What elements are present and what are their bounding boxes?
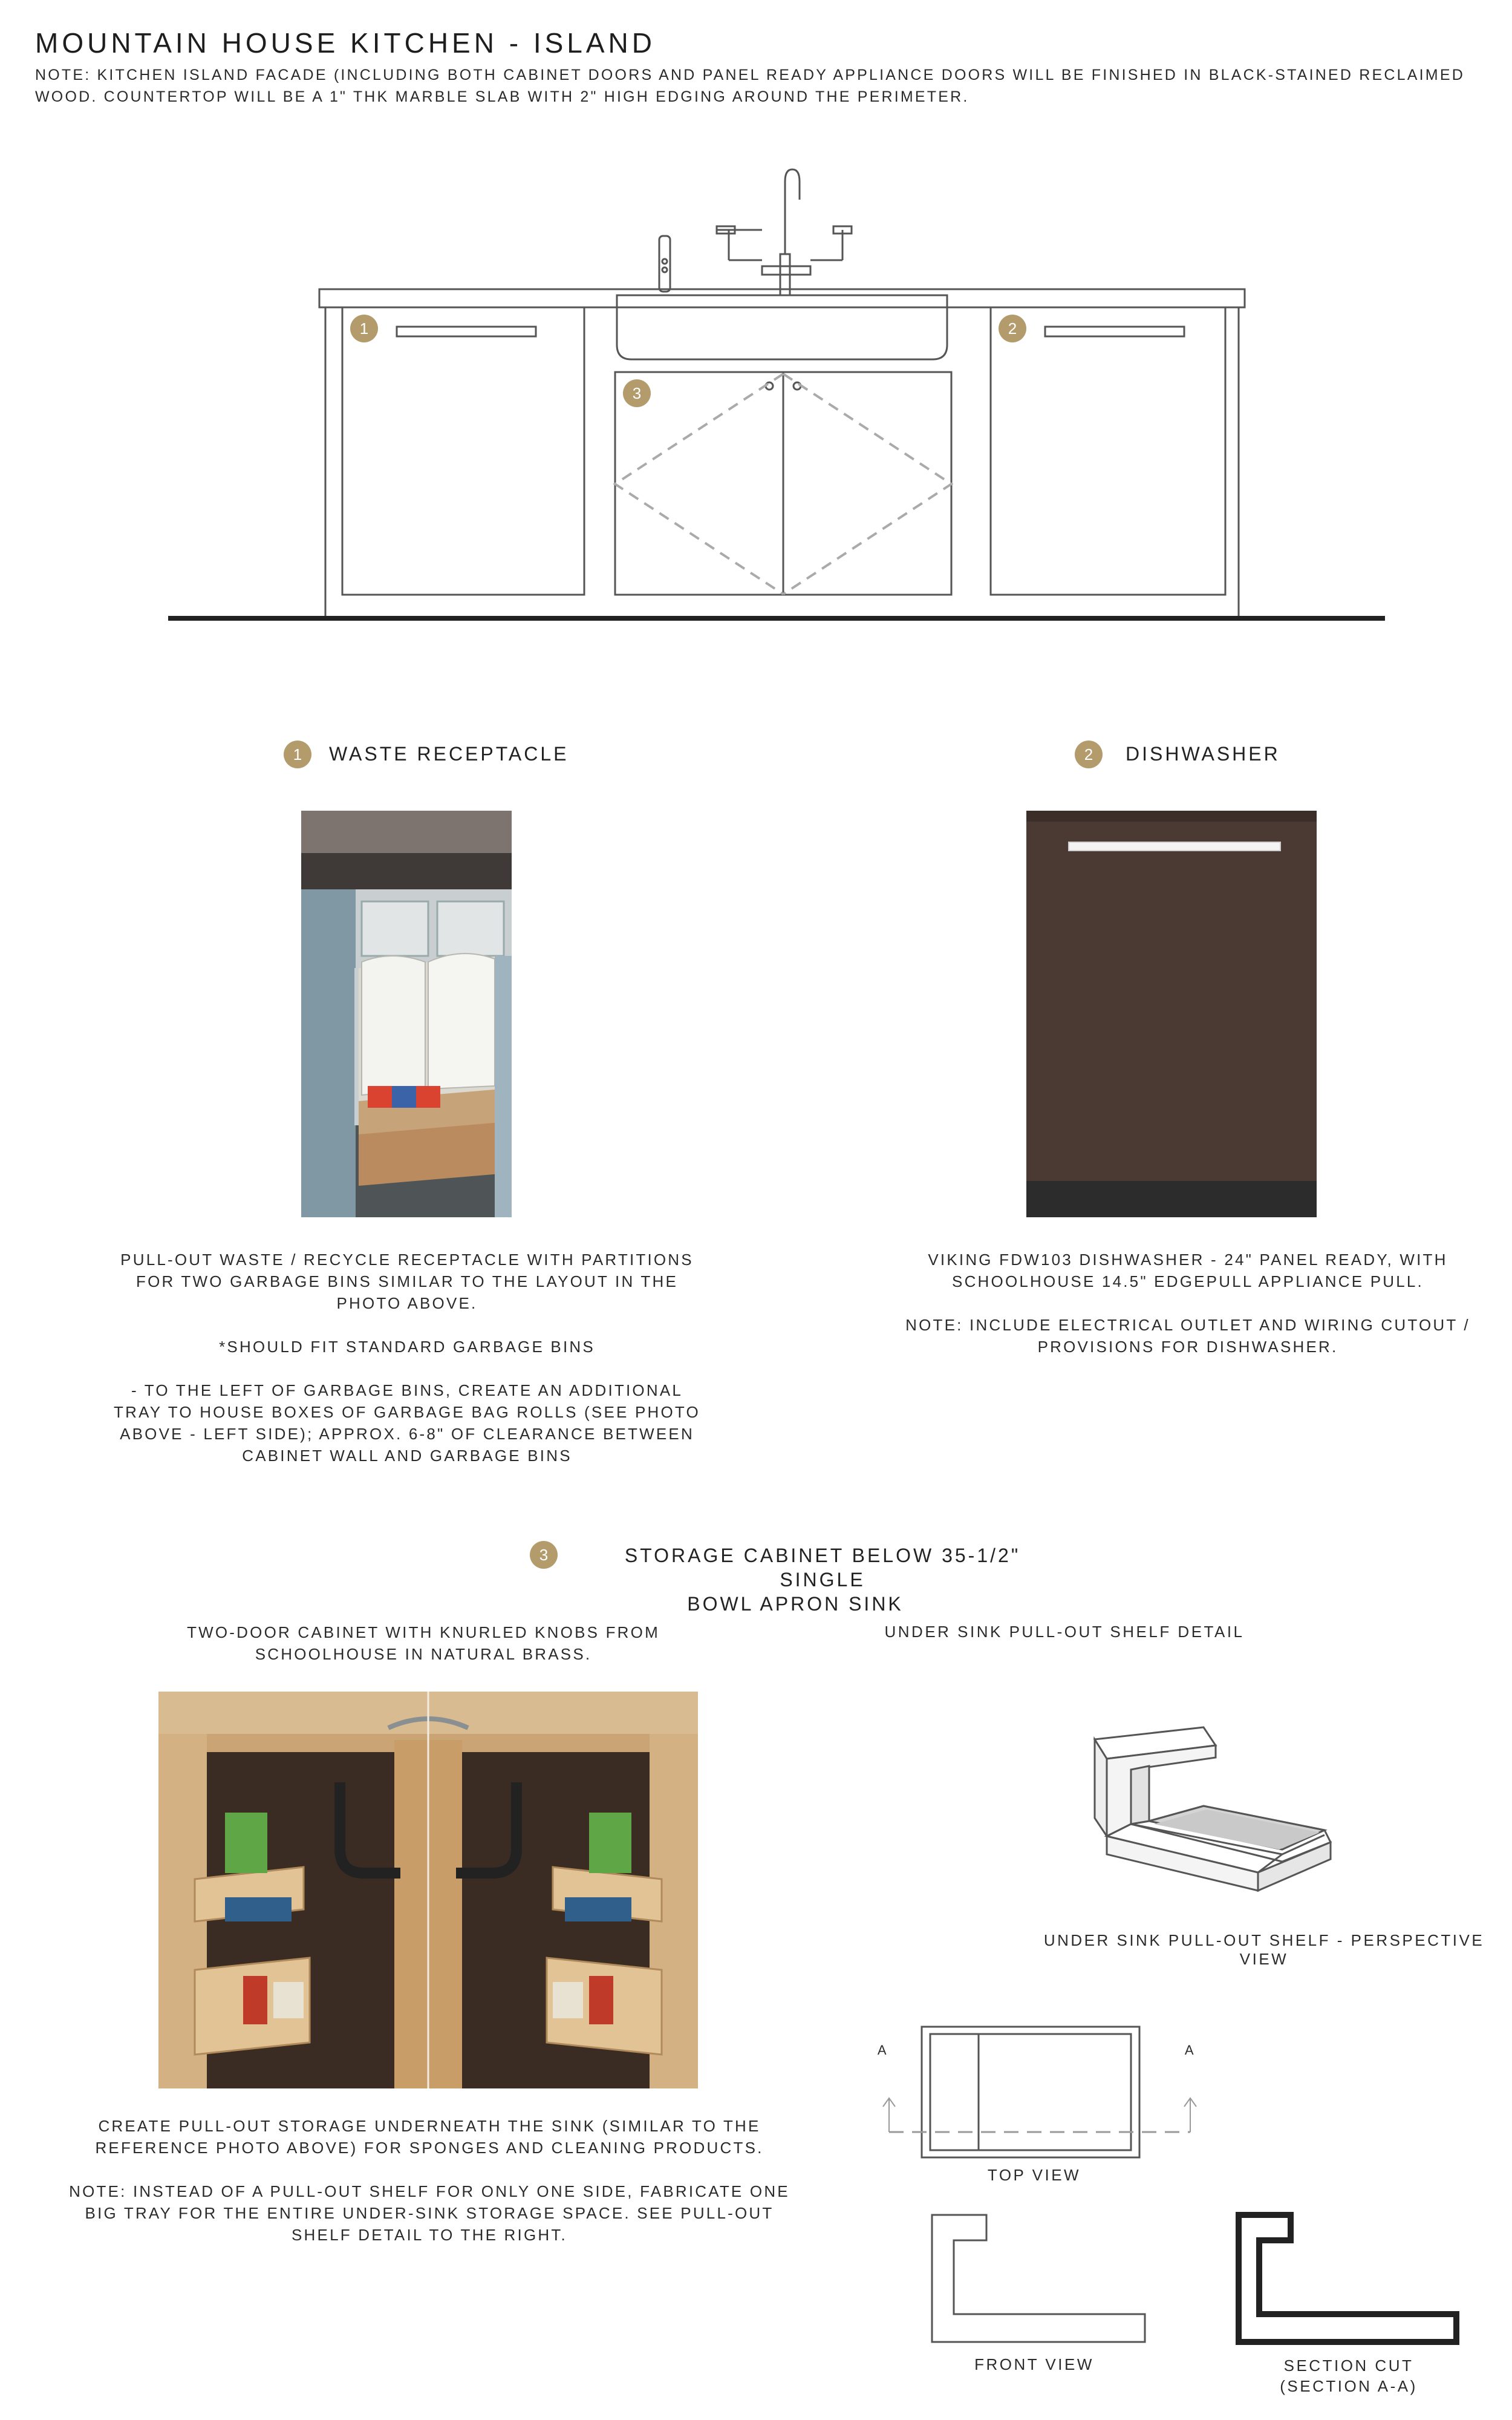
section-mark-right: A <box>1184 2042 1196 2058</box>
shelf-perspective-drawing <box>1083 1721 1349 1939</box>
storage-heading <box>581 1543 1064 1616</box>
sink-door-right <box>783 372 951 595</box>
dishwasher-paragraph-1: VIKING FDW103 DISHWASHER - 24" PANEL READY, WITH SCHOOLHOUSE 14.5" EDGEPULL APPLIANCE PULL. <box>928 1251 1448 1290</box>
dishwasher-description <box>891 1249 1484 1358</box>
shelf-perspective-caption: UNDER SINK PULL-OUT SHELF - PERSPECTIVE VIEW <box>1043 1931 1485 1968</box>
shelf-front-view-drawing <box>928 2211 1152 2356</box>
cabinet-body <box>325 307 1239 617</box>
waste-section-badge: 1 <box>284 741 311 768</box>
page-title: MOUNTAIN HOUSE KITCHEN - ISLAND <box>35 27 656 59</box>
dishwasher-panel <box>991 307 1225 595</box>
island-elevation-drawing <box>157 163 1415 659</box>
waste-paragraph-1: PULL-OUT WASTE / RECYCLE RECEPTACLE WITH PARTITIONS FOR TWO GARBAGE BINS SIMILAR TO THE LAYOUT IN THE PHOTO ABOVE. <box>120 1251 694 1312</box>
waste-receptacle-panel <box>342 307 584 595</box>
callout-badge-3: 3 <box>623 379 651 407</box>
dishwasher-photo <box>1026 811 1383 1217</box>
finish-note: NOTE: KITCHEN ISLAND FACADE (INCLUDING BOTH CABINET DOORS AND PANEL READY APPLIANCE DOORS WILL BE FINISHED IN BLACK-STAINED RECLAIMED WOOD. COUNTERTOP WILL BE A 1" THK MARBLE SLAB WITH 2" HIGH EDGING AROUND THE PERIMETER. <box>35 67 1465 105</box>
front-view-label: FRONT VIEW <box>974 2355 1094 2373</box>
apron-sink <box>617 295 947 359</box>
storage-section-badge: 3 <box>530 1541 558 1569</box>
dishwasher-paragraph-2: NOTE: INCLUDE ELECTRICAL OUTLET AND WIRING CUTOUT / PROVISIONS FOR DISHWASHER. <box>905 1316 1470 1356</box>
storage-paragraph-1: CREATE PULL-OUT STORAGE UNDERNEATH THE SINK (SIMILAR TO THE REFERENCE PHOTO ABOVE) FOR SPONGES AND CLEANING PRODUCTS. <box>95 2117 764 2157</box>
top-view-label: TOP VIEW <box>987 2166 1081 2184</box>
faucet <box>785 169 800 254</box>
storage-heading-line1: STORAGE CABINET BELOW 35-1/2" SINGLE <box>624 1545 1021 1591</box>
dishwasher-section-badge: 2 <box>1075 741 1103 768</box>
shelf-top-view-drawing <box>871 2021 1210 2178</box>
waste-description <box>114 1249 700 1467</box>
shelf-detail-title: UNDER SINK PULL-OUT SHELF DETAIL <box>884 1623 1245 1641</box>
section-cut-label <box>1258 2355 1439 2396</box>
waste-receptacle-photo <box>301 811 512 1217</box>
section-cut-label-line1: SECTION CUT <box>1283 2356 1414 2375</box>
waste-paragraph-2: *SHOULD FIT STANDARD GARBAGE BINS <box>219 1338 595 1356</box>
callout-badge-1: 1 <box>350 315 378 342</box>
dishwasher-heading: DISHWASHER <box>1126 743 1280 765</box>
storage-heading-line2: BOWL APRON SINK <box>687 1593 904 1615</box>
storage-intro: TWO-DOOR CABINET WITH KNURLED KNOBS FROM SCHOOLHOUSE IN NATURAL BRASS. <box>187 1623 660 1663</box>
under-sink-storage-photo <box>158 1692 698 2088</box>
waste-heading: WASTE RECEPTACLE <box>329 743 569 765</box>
shelf-section-cut-drawing <box>1235 2211 1465 2356</box>
section-mark-left: A <box>877 2042 889 2058</box>
section-cut-label-line2: (SECTION A-A) <box>1280 2377 1418 2395</box>
callout-badge-2: 2 <box>999 315 1026 342</box>
waste-paragraph-3: - TO THE LEFT OF GARBAGE BINS, CREATE AN ADDITIONAL TRAY TO HOUSE BOXES OF GARBAGE BAG ROLLS (SEE PHOTO ABOVE - LEFT SIDE); APPROX. 6-8" OF CLEARANCE BETWEEN CABINET WALL AND GARBAGE BINS <box>114 1381 700 1465</box>
countertop <box>319 289 1245 307</box>
storage-paragraph-2: NOTE: INSTEAD OF A PULL-OUT SHELF FOR ONLY ONE SIDE, FABRICATE ONE BIG TRAY FOR THE ENTIRE UNDER-SINK STORAGE SPACE. SEE PULL-OUT SHELF DETAIL TO THE RIGHT. <box>69 2182 790 2244</box>
storage-description <box>60 2115 798 2246</box>
